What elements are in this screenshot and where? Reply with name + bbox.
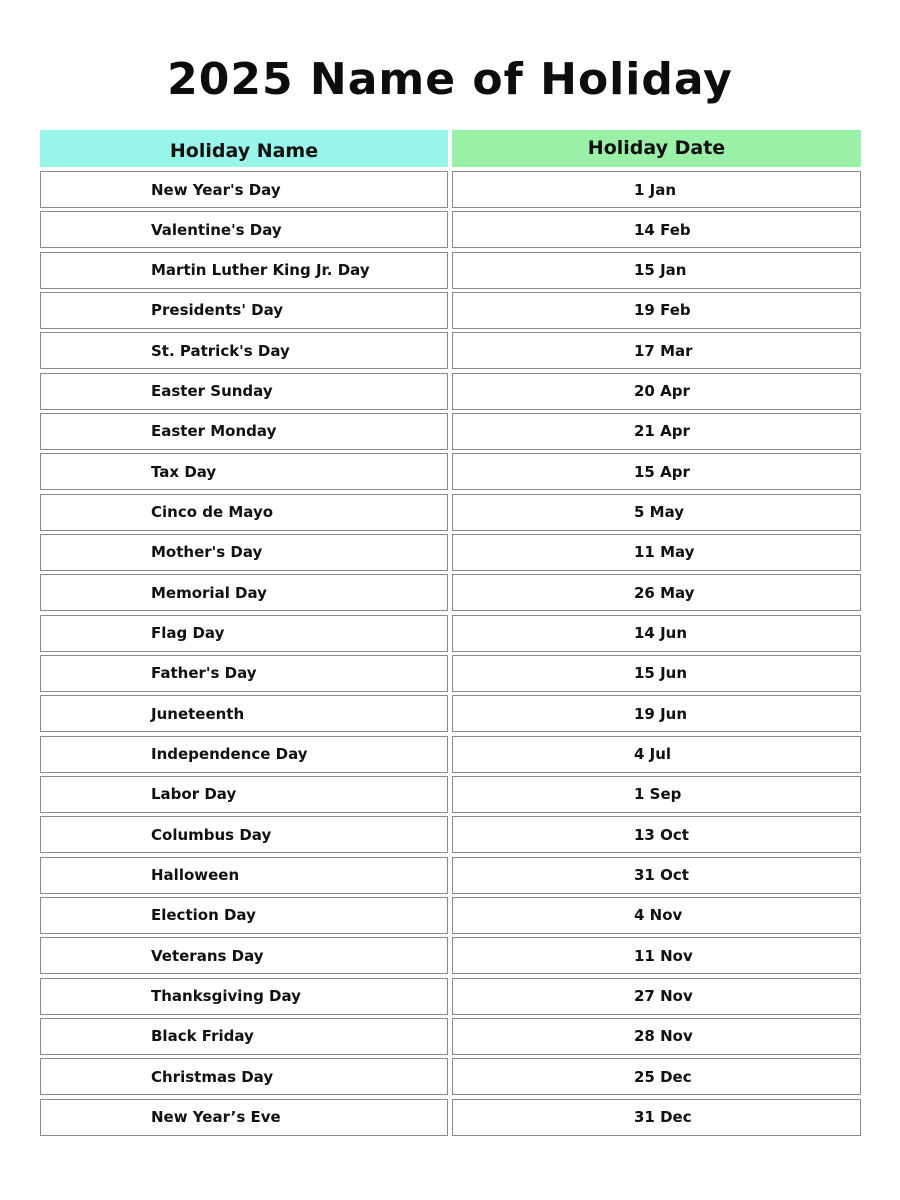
holiday-date-cell: 13 Oct: [452, 816, 861, 853]
holiday-name-cell: Black Friday: [40, 1018, 448, 1055]
holiday-name-cell: Veterans Day: [40, 937, 448, 974]
holiday-date-cell: 28 Nov: [452, 1018, 861, 1055]
table-row: [40, 171, 861, 208]
holiday-date-cell: 5 May: [452, 494, 861, 531]
holiday-date-cell: 15 Jan: [452, 252, 861, 289]
holiday-date-cell: 1 Jan: [452, 171, 861, 208]
holiday-name-cell: St. Patrick's Day: [40, 332, 448, 369]
holiday-name-cell: Election Day: [40, 897, 448, 934]
table-row: [40, 1099, 861, 1136]
holiday-name-cell: Easter Monday: [40, 413, 448, 450]
holiday-name-cell: Labor Day: [40, 776, 448, 813]
table-row: [40, 897, 861, 934]
holiday-name-cell: Juneteenth: [40, 695, 448, 732]
holiday-name-cell: Columbus Day: [40, 816, 448, 853]
table-row: [40, 413, 861, 450]
holiday-date-cell: 31 Dec: [452, 1099, 861, 1136]
table-row: [40, 1058, 861, 1095]
holiday-name-cell: Tax Day: [40, 453, 448, 490]
holiday-date-header: Holiday Date: [452, 130, 861, 167]
table-row: [40, 211, 861, 248]
holiday-name-cell: Christmas Day: [40, 1058, 448, 1095]
holiday-date-cell: 14 Jun: [452, 615, 861, 652]
holiday-date-cell: 27 Nov: [452, 978, 861, 1015]
holiday-date-cell: 17 Mar: [452, 332, 861, 369]
holiday-name-cell: Flag Day: [40, 615, 448, 652]
table-row: [40, 494, 861, 531]
table-row: [40, 574, 861, 611]
holiday-date-cell: 14 Feb: [452, 211, 861, 248]
holiday-name-cell: Valentine's Day: [40, 211, 448, 248]
holiday-date-cell: 4 Jul: [452, 736, 861, 773]
table-row: [40, 937, 861, 974]
holiday-date-cell: 31 Oct: [452, 857, 861, 894]
holiday-name-cell: Easter Sunday: [40, 373, 448, 410]
table-row: [40, 453, 861, 490]
holiday-name-cell: Independence Day: [40, 736, 448, 773]
holiday-date-cell: 4 Nov: [452, 897, 861, 934]
page-title: 2025 Name of Holiday: [167, 54, 733, 105]
table-row: [40, 816, 861, 853]
holiday-date-cell: 20 Apr: [452, 373, 861, 410]
table-row: [40, 736, 861, 773]
holiday-date-cell: 15 Apr: [452, 453, 861, 490]
holiday-date-cell: 1 Sep: [452, 776, 861, 813]
table-row: [40, 978, 861, 1015]
holiday-name-header: Holiday Name: [40, 130, 448, 167]
table-row: [40, 1018, 861, 1055]
holiday-name-cell: Thanksgiving Day: [40, 978, 448, 1015]
holiday-name-cell: Halloween: [40, 857, 448, 894]
holiday-date-cell: 26 May: [452, 574, 861, 611]
holiday-date-cell: 19 Jun: [452, 695, 861, 732]
table-row: [40, 252, 861, 289]
holiday-date-cell: 21 Apr: [452, 413, 861, 450]
holiday-date-cell: 15 Jun: [452, 655, 861, 692]
table-row: [40, 292, 861, 329]
holiday-name-cell: Father's Day: [40, 655, 448, 692]
holiday-rows: [40, 171, 861, 1139]
holiday-date-cell: 11 Nov: [452, 937, 861, 974]
holiday-name-cell: New Year’s Eve: [40, 1099, 448, 1136]
table-row: [40, 534, 861, 571]
table-row: [40, 373, 861, 410]
holiday-name-cell: Martin Luther King Jr. Day: [40, 252, 448, 289]
holiday-name-cell: Mother's Day: [40, 534, 448, 571]
table-row: [40, 615, 861, 652]
holiday-name-cell: New Year's Day: [40, 171, 448, 208]
holiday-date-cell: 25 Dec: [452, 1058, 861, 1095]
table-row: [40, 857, 861, 894]
holiday-date-cell: 11 May: [452, 534, 861, 571]
holiday-date-cell: 19 Feb: [452, 292, 861, 329]
table-row: [40, 655, 861, 692]
table-row: [40, 332, 861, 369]
holiday-name-cell: Presidents' Day: [40, 292, 448, 329]
holiday-name-cell: Cinco de Mayo: [40, 494, 448, 531]
holiday-name-cell: Memorial Day: [40, 574, 448, 611]
table-row: [40, 776, 861, 813]
table-row: [40, 695, 861, 732]
